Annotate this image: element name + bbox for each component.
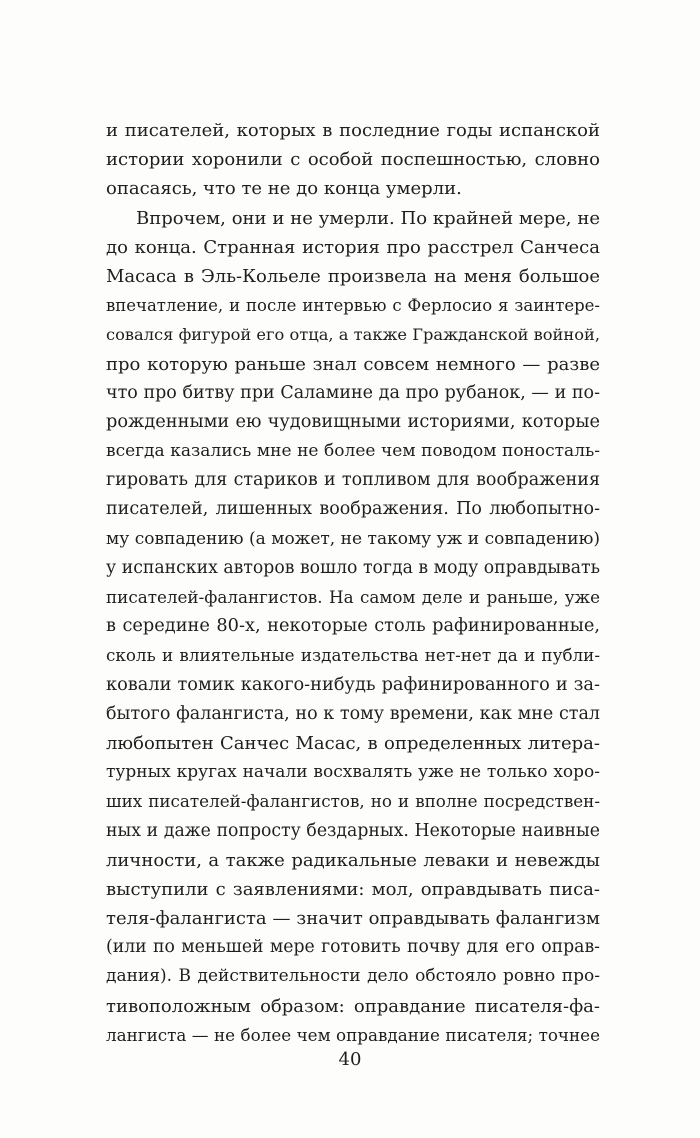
paragraph-first-line: Впрочем, они и не умерли. По крайней мере, не	[136, 207, 600, 229]
page-number: 40	[338, 1049, 362, 1070]
text-line: всегда казались мне не более чем поводом поносталь-	[106, 441, 600, 462]
text-line: теля-фалангиста — значит оправдывать фалангизм	[106, 908, 600, 930]
text-line: турных кругах начали восхвалять уже не только хоро-	[106, 762, 600, 783]
text-line: что про битву при Саламине да про рубанок, — и по-	[106, 382, 600, 403]
text-line: ковали томик какого-нибудь рафинированного и за-	[106, 674, 600, 695]
text-line: дания). В действительности дело обстояло ровно про-	[106, 966, 600, 987]
text-line: лангиста — не более чем оправдание писателя; точнее	[106, 1024, 600, 1045]
text-line: совался фигурой его отца, а также Гражданской войной,	[106, 325, 600, 345]
text-line: личности, а также радикальные леваки и невежды	[106, 849, 600, 871]
text-line: ных и даже попросту бездарных. Некоторые наивные	[106, 820, 600, 841]
text-line: бытого фалангиста, но к тому времени, как мне стал	[106, 703, 600, 724]
text-line: сколь и влиятельные издательства нет-нет да и публи-	[106, 645, 600, 666]
text-line: любопытен Санчес Масас, в определенных литера-	[106, 732, 600, 754]
text-line: гировать для стариков и топливом для воображения	[106, 470, 600, 491]
text-line: в середине 80-х, некоторые столь рафинированные,	[106, 616, 600, 637]
text-line: про которую раньше знал совсем немного — разве	[106, 353, 600, 375]
body-text	[106, 116, 600, 1050]
text-line: впечатление, и после интервью с Ферлосио я заинтере-	[106, 296, 600, 316]
text-line: рожденными ею чудовищными историями, которые	[106, 411, 600, 432]
text-line: и писателей, которых в последние годы испанской	[106, 120, 600, 141]
text-line: истории хоронили с особой поспешностью, словно	[106, 149, 600, 171]
text-line: му совпадению (а может, не такому уж и совпадению)	[106, 528, 600, 549]
text-line: писателей-фалангистов. На самом деле и раньше, уже	[106, 587, 600, 607]
text-line: до конца. Странная история про расстрел Санчеса	[106, 236, 600, 258]
text-line: (или по меньшей мере готовить почву для его оправ-	[106, 937, 600, 958]
text-line: писателей, лишенных воображения. По любопытно-	[106, 499, 600, 520]
text-line: опасаясь, что те не до конца умерли.	[106, 178, 462, 200]
text-line: ших писателей-фалангистов, но и вполне посредствен-	[106, 791, 600, 812]
text-line: Масаса в Эль-Кольеле произвела на меня большое	[106, 265, 600, 287]
text-line: выступили с заявлениями: мол, оправдывать писа-	[106, 878, 600, 900]
text-line: тивоположным образом: оправдание писателя-фа-	[106, 995, 600, 1017]
text-line: у испанских авторов вошло тогда в моду оправдывать	[106, 557, 600, 578]
